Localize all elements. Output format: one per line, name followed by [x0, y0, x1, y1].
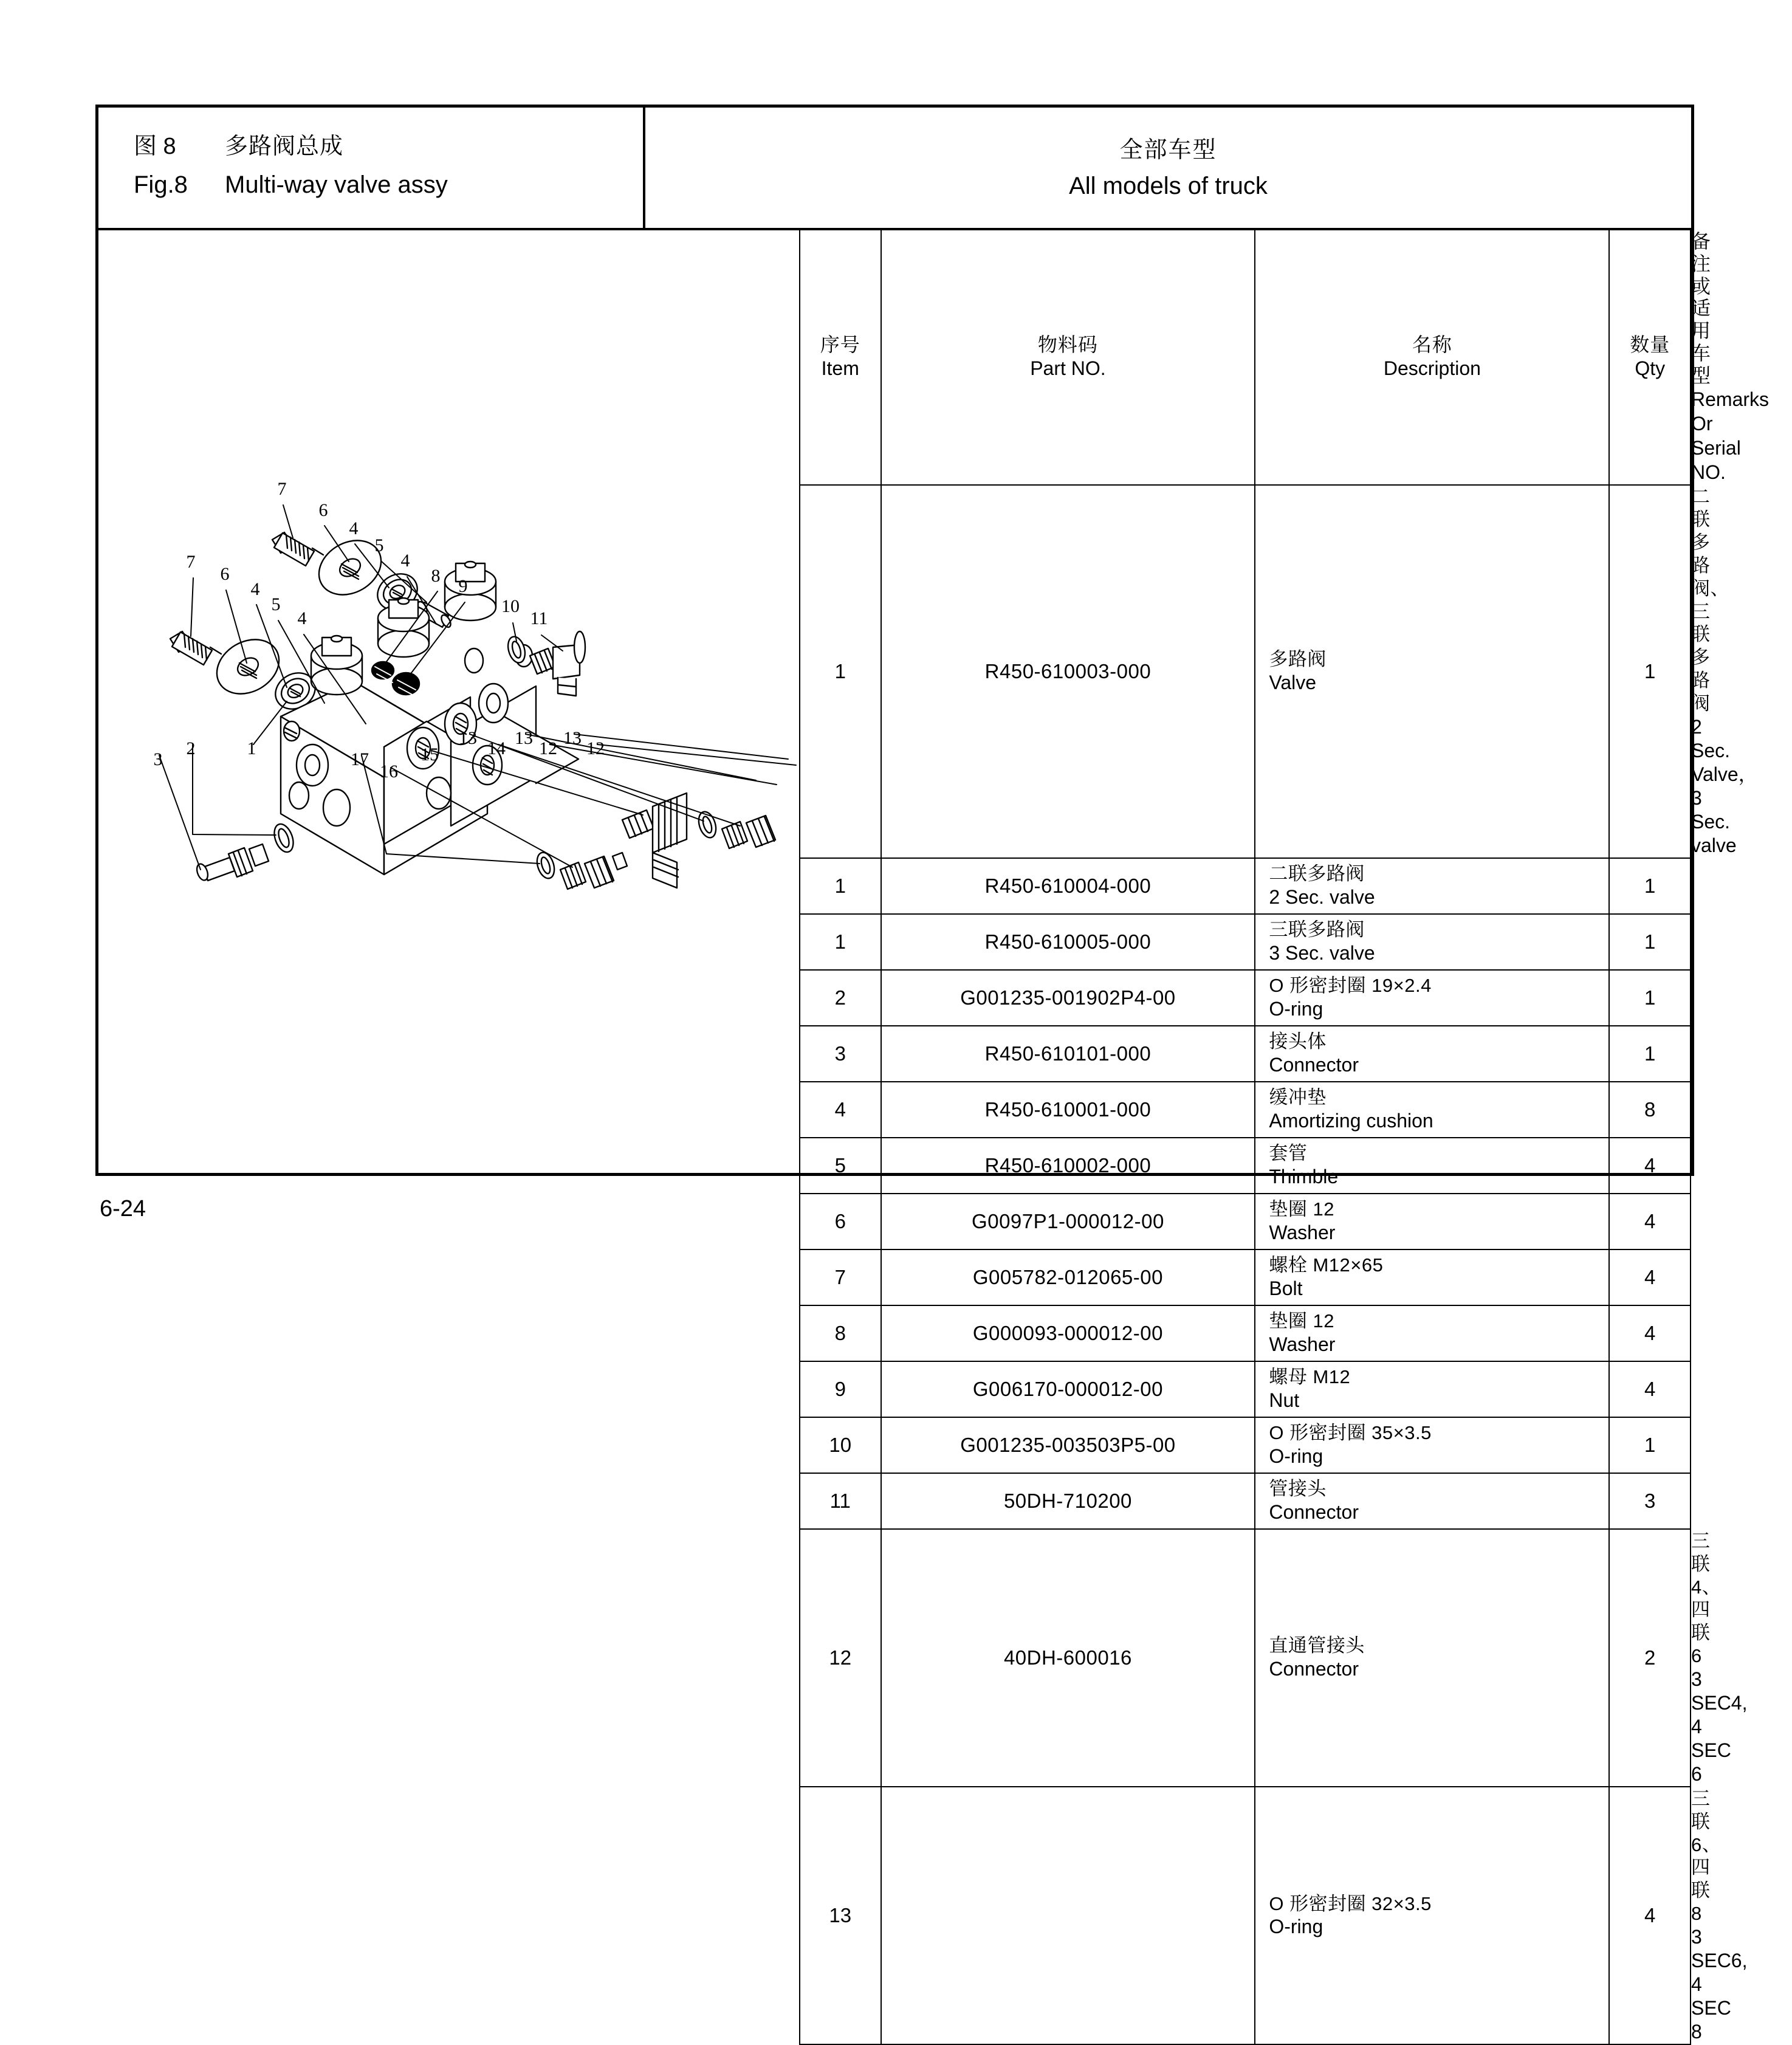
cell-part-no: G000093-000012-00 [881, 1305, 1255, 1361]
cell-description [1255, 485, 1609, 858]
cell-item: 7 [800, 1249, 881, 1305]
callout-13: 13 [563, 728, 582, 748]
cell-part-no: G0097P1-000012-00 [881, 1194, 1255, 1249]
cell-qty: 1 [1609, 858, 1691, 914]
table-row [800, 970, 1691, 1026]
description-cn: 缓冲垫 [1269, 1087, 1327, 1108]
callout-3: 3 [153, 749, 163, 769]
callout-15: 15 [421, 744, 439, 765]
table-row [800, 1138, 1691, 1194]
figure-title-bar [98, 108, 1691, 228]
callout-4: 4 [297, 608, 307, 628]
header-description-en: Description [1383, 357, 1481, 380]
part-connector-15-elbow [622, 793, 687, 888]
table-row: 13 O 形密封圈 32×3.5 O-ring 4 三联 6、四联 8 3 SEC6, 4 SEC 8 [800, 1787, 1691, 2044]
cell-qty: 4 [1609, 1249, 1691, 1305]
callout-13: 13 [459, 728, 477, 748]
description-cn: O 形密封圈 19×2.4 [1269, 975, 1432, 997]
cell-qty: 4 [1609, 1194, 1691, 1249]
header-item-en: Item [821, 357, 859, 380]
table-row: 1 R450-610003-000 多路阀 Valve 1 二联多路阀、三联多路阀 2 Sec. Valve，3 Sec. valve [800, 485, 1691, 858]
cell-qty: 4 [1609, 1361, 1691, 1417]
cell-part-no: G005782-012065-00 [881, 1249, 1255, 1305]
header-description-cn: 名称 [1412, 334, 1452, 356]
cell-qty: 8 [1609, 1082, 1691, 1138]
cell-part-no [881, 1787, 1255, 2044]
cell-description [1255, 1138, 1609, 1194]
cell-part-no: R450-610002-000 [881, 1138, 1255, 1194]
callout-4: 4 [349, 518, 359, 538]
cell-part-no: 40DH-600016 [881, 1529, 1255, 1787]
description-en: Valve [1269, 672, 1317, 694]
description-en: Connector [1269, 1501, 1359, 1524]
table-row [800, 1361, 1691, 1417]
cell-part-no: G001235-003503P5-00 [881, 1417, 1255, 1473]
callout-11: 11 [530, 608, 548, 628]
cell-qty: 4 [1609, 1305, 1691, 1361]
part-bolt-lower-left [170, 631, 221, 665]
figure-title-english-line [134, 171, 643, 199]
callout-6: 6 [318, 500, 328, 520]
cell-description [1255, 858, 1609, 914]
table-row [800, 1417, 1691, 1473]
cell-description [1255, 1361, 1609, 1417]
exploded-diagram-svg [98, 230, 799, 1173]
description-cn: 垫圈 12 [1269, 1310, 1334, 1332]
description-en: O-ring [1269, 998, 1323, 1020]
cell-item: 5 [800, 1138, 881, 1194]
table-row [800, 914, 1691, 970]
callout-8: 8 [431, 566, 441, 586]
description-en: Bolt [1269, 1277, 1303, 1300]
callout-14: 14 [487, 738, 506, 758]
parts-table-pane [799, 230, 1770, 2043]
cell-item: 2 [800, 970, 881, 1026]
page-number: 6-24 [100, 1196, 146, 1222]
description-en: O-ring [1269, 1445, 1323, 1468]
part-oring-17 [534, 850, 557, 881]
description-en: Washer [1269, 1222, 1336, 1244]
cell-part-no: G006170-000012-00 [881, 1361, 1255, 1417]
header-description [1255, 230, 1609, 485]
callout-12: 12 [539, 738, 557, 758]
figure-title-chinese-line [134, 127, 643, 160]
callout-2: 2 [186, 738, 196, 758]
part-bolt-upper-right [272, 532, 323, 566]
header-qty-en: Qty [1635, 357, 1666, 380]
cell-description [1255, 1787, 1609, 2044]
figure-title-left [98, 108, 645, 228]
callout-5: 5 [271, 594, 281, 614]
table-row [800, 1194, 1691, 1249]
cell-item: 11 [800, 1473, 881, 1529]
description-cn: 接头体 [1269, 1031, 1327, 1053]
header-item [800, 230, 881, 485]
callout-6: 6 [220, 564, 230, 584]
parts-table-body [800, 485, 1758, 2044]
table-row [800, 1305, 1691, 1361]
table-row [800, 858, 1691, 914]
cell-description [1255, 1082, 1609, 1138]
cell-qty: 1 [1609, 970, 1691, 1026]
table-row [800, 1082, 1691, 1138]
header-part-no-en: Part NO. [1030, 357, 1106, 380]
description-cn: 螺栓 M12×65 [1269, 1254, 1384, 1276]
cell-item: 13 [800, 1787, 881, 2044]
description-en: Washer [1269, 1333, 1336, 1356]
header-part-no [881, 230, 1255, 485]
cell-part-no: R450-610101-000 [881, 1026, 1255, 1082]
cell-description [1255, 1417, 1609, 1473]
callout-7: 7 [186, 552, 196, 572]
cell-item: 6 [800, 1194, 881, 1249]
description-cn: 套管 [1269, 1143, 1308, 1164]
cell-description [1255, 1305, 1609, 1361]
cell-item: 9 [800, 1361, 881, 1417]
cell-part-no: R450-610001-000 [881, 1082, 1255, 1138]
cell-item: 12 [800, 1529, 881, 1787]
model-label-chinese: 全部车型 [1119, 137, 1217, 163]
description-en: O-ring [1269, 1916, 1323, 1938]
header-part-no-cn: 物料码 [1037, 334, 1098, 356]
header-item-cn: 序号 [820, 334, 860, 356]
callout-10: 10 [501, 596, 520, 616]
parts-table [799, 230, 1770, 2045]
cell-description [1255, 1249, 1609, 1305]
cell-item: 4 [800, 1082, 881, 1138]
cell-item: 1 [800, 858, 881, 914]
description-en: Nut [1269, 1389, 1300, 1412]
header-qty-cn: 数量 [1630, 334, 1670, 356]
model-applicability-header [645, 108, 1691, 228]
cell-item: 3 [800, 1026, 881, 1082]
description-cn: O 形密封圈 32×3.5 [1269, 1892, 1432, 1914]
callout-4: 4 [250, 579, 260, 599]
table-row [800, 1249, 1691, 1305]
part-connector-11 [530, 631, 585, 696]
cell-qty: 2 [1609, 1529, 1691, 1787]
description-cn: 三联多路阀 [1269, 919, 1365, 941]
cell-part-no: R450-610005-000 [881, 914, 1255, 970]
figure-number-english: Fig.8 [134, 171, 188, 198]
description-en: Amortizing cushion [1269, 1110, 1433, 1132]
cell-item: 8 [800, 1305, 881, 1361]
cell-description [1255, 1026, 1609, 1082]
cell-item: 1 [800, 914, 881, 970]
description-cn: 直通管接头 [1269, 1635, 1365, 1657]
table-row [800, 1473, 1691, 1529]
cell-description [1255, 1473, 1609, 1529]
description-en: 2 Sec. valve [1269, 886, 1375, 909]
cell-part-no: R450-610004-000 [881, 858, 1255, 914]
part-oring-2 [271, 822, 297, 855]
callout-17: 17 [351, 749, 369, 769]
model-label-english: All models of truck [1069, 173, 1268, 199]
callout-9: 9 [458, 576, 468, 596]
cell-part-no: 50DH-710200 [881, 1473, 1255, 1529]
table-header-row: 序号 Item 物料码 Part NO. 名称 Description 数量 Qty 备注或适用车型 Remarks Or Serial NO. [800, 230, 1691, 485]
callout-13: 13 [515, 728, 533, 748]
callout-7: 7 [277, 479, 287, 499]
description-en: Connector [1269, 1054, 1359, 1076]
cell-qty: 4 [1609, 1787, 1691, 2044]
cell-part-no: R450-610003-000 [881, 485, 1255, 858]
description-cn: 管接头 [1269, 1478, 1327, 1500]
cell-description [1255, 970, 1609, 1026]
cell-part-no: G001235-001902P4-00 [881, 970, 1255, 1026]
callout-4: 4 [400, 551, 410, 571]
cell-item: 1 [800, 485, 881, 858]
description-cn: 多路阀 [1269, 648, 1327, 670]
table-row [800, 1026, 1691, 1082]
description-cn: 二联多路阀 [1269, 863, 1365, 885]
cell-qty: 3 [1609, 1473, 1691, 1529]
callout-5: 5 [374, 535, 384, 555]
figure-title-chinese: 多路阀总成 [225, 134, 344, 159]
cell-qty: 1 [1609, 1417, 1691, 1473]
header-qty [1609, 230, 1691, 485]
cell-item: 10 [800, 1417, 881, 1473]
cell-description [1255, 1529, 1609, 1787]
part-oring-13-a [696, 809, 719, 840]
part-connector-3 [195, 844, 269, 882]
description-en: 3 Sec. valve [1269, 942, 1375, 964]
callout-12: 12 [586, 738, 605, 758]
description-cn: 螺母 M12 [1269, 1366, 1351, 1388]
description-en: Thimble [1269, 1166, 1339, 1188]
callout-1: 1 [247, 738, 256, 758]
part-connector-14 [722, 816, 775, 848]
exploded-diagram [98, 230, 799, 1173]
cell-qty: 1 [1609, 485, 1691, 858]
description-cn: 垫圈 12 [1269, 1198, 1334, 1220]
description-en: Connector [1269, 1658, 1359, 1680]
figure-number-chinese: 图 8 [134, 134, 176, 159]
figure-title-english: Multi-way valve assy [225, 171, 448, 198]
cell-qty: 4 [1609, 1138, 1691, 1194]
cell-qty: 1 [1609, 1026, 1691, 1082]
cell-qty: 1 [1609, 914, 1691, 970]
table-row: 12 40DH-600016 直通管接头 Connector 2 三联 4、四联 6 3 SEC4, 4 SEC 6 [800, 1529, 1691, 1787]
cell-description [1255, 914, 1609, 970]
description-cn: O 形密封圈 35×3.5 [1269, 1422, 1432, 1444]
cell-description [1255, 1194, 1609, 1249]
callout-16: 16 [380, 761, 398, 782]
part-connector-16 [560, 853, 627, 889]
